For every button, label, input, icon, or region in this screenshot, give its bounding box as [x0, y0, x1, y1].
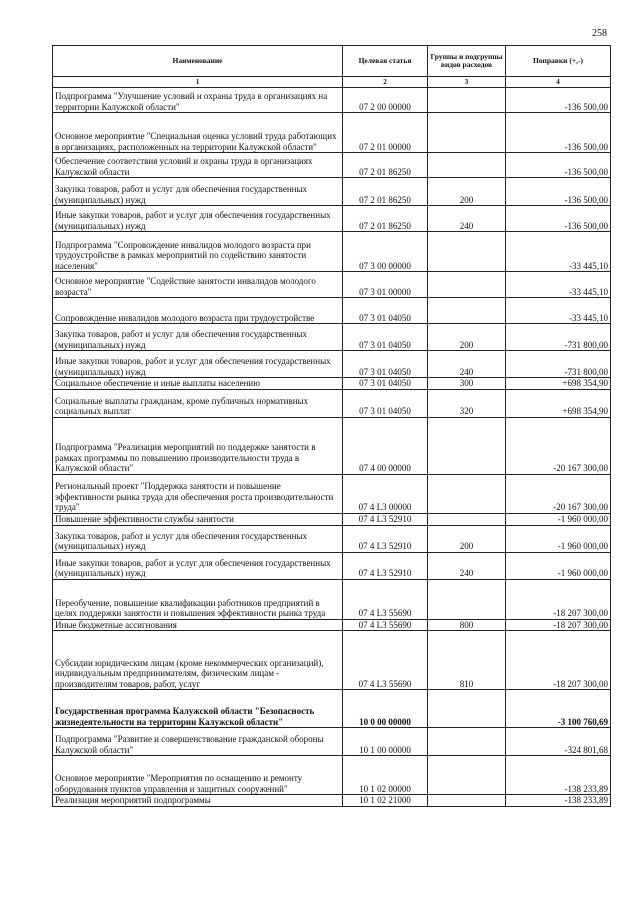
row-article-code: 07 3 01 04050 [343, 324, 428, 351]
table-row [53, 728, 611, 756]
row-name: Иные закупки товаров, работ и услуг для обеспечения государственных (муниципальных) нужд [53, 351, 343, 378]
row-article-code: 07 2 01 86250 [343, 178, 428, 206]
row-article-code: 07 2 01 86250 [343, 153, 428, 178]
row-article-code: 07 4 L3 52910 [343, 513, 428, 525]
row-article-code: 07 3 01 04050 [343, 389, 428, 417]
table-row [53, 153, 611, 178]
row-amount: -18 207 300,00 [506, 579, 611, 619]
table-row [53, 272, 611, 298]
row-expense-group: 200 [428, 324, 506, 351]
table-row [53, 690, 611, 728]
row-name: Повышение эффективности службы занятости [53, 513, 343, 525]
column-number: 3 [428, 77, 506, 88]
row-amount: -731 800,00 [506, 351, 611, 378]
table-row [53, 232, 611, 272]
row-article-code: 07 4 L3 00000 [343, 474, 428, 513]
row-amount: -1 960 000,00 [506, 513, 611, 525]
column-number: 4 [506, 77, 611, 88]
row-name: Государственная программа Калужской области "Безопасность жизнедеятельности на территории Калужской области" [53, 690, 343, 728]
row-expense-group [428, 795, 506, 807]
row-expense-group: 300 [428, 378, 506, 390]
row-expense-group [428, 474, 506, 513]
row-article-code: 07 3 01 04050 [343, 378, 428, 390]
row-name: Региональный проект "Поддержка занятости и повышение эффективности рынка труда для обеспечения роста производительности труда" [53, 474, 343, 513]
row-name: Субсидии юридическим лицам (кроме некоммерческих организаций), индивидуальным предпринимателям, физическим лицам - производителям товаров, работ, услуг [53, 631, 343, 690]
table-row [53, 206, 611, 232]
row-amount: -20 167 300,00 [506, 417, 611, 474]
row-amount: -136 500,00 [506, 178, 611, 206]
row-amount: -20 167 300,00 [506, 474, 611, 513]
row-amount: -138 233,89 [506, 756, 611, 795]
row-name: Иные закупки товаров, работ и услуг для обеспечения государственных (муниципальных) нужд [53, 206, 343, 232]
row-article-code: 07 3 01 00000 [343, 272, 428, 298]
row-expense-group [428, 417, 506, 474]
row-name: Подпрограмма "Реализация мероприятий по поддержке занятости в рамках программы по повышению производительности труда в Калужской области" [53, 417, 343, 474]
row-name: Переобучение, повышение квалификации работников предприятий в целях поддержки занятости и повышения эффективности рынка труда [53, 579, 343, 619]
header-group: Группы и подгруппы видов расходов [428, 46, 506, 77]
header-name: Наименование [53, 46, 343, 77]
row-expense-group [428, 513, 506, 525]
row-amount: -324 801,68 [506, 728, 611, 756]
row-expense-group: 240 [428, 206, 506, 232]
table-row [53, 513, 611, 525]
row-expense-group: 240 [428, 351, 506, 378]
row-article-code: 10 0 00 00000 [343, 690, 428, 728]
row-article-code: 10 1 02 21000 [343, 795, 428, 807]
table-header-row [53, 46, 611, 77]
table-row [53, 417, 611, 474]
row-amount: +698 354,90 [506, 389, 611, 417]
row-expense-group [428, 728, 506, 756]
row-amount: -136 500,00 [506, 88, 611, 113]
row-name: Обеспечение соответствия условий и охраны труда в организациях Калужской области [53, 153, 343, 178]
row-article-code: 07 2 00 00000 [343, 88, 428, 113]
row-name: Основное мероприятие "Мероприятия по оснащению и ремонту оборудования пунктов управления и защитных сооружений" [53, 756, 343, 795]
row-article-code: 07 3 01 04050 [343, 351, 428, 378]
row-name: Закупка товаров, работ и услуг для обеспечения государственных (муниципальных) нужд [53, 525, 343, 552]
table-row [53, 378, 611, 390]
row-name: Социальные выплаты гражданам, кроме публичных нормативных социальных выплат [53, 389, 343, 417]
row-expense-group: 240 [428, 552, 506, 579]
row-name: Закупка товаров, работ и услуг для обеспечения государственных (муниципальных) нужд [53, 178, 343, 206]
row-expense-group [428, 232, 506, 272]
header-article: Целевая статья [343, 46, 428, 77]
table-row [53, 88, 611, 113]
row-article-code: 07 2 01 86250 [343, 206, 428, 232]
table-row [53, 619, 611, 631]
row-article-code: 07 4 L3 55690 [343, 631, 428, 690]
row-name: Основное мероприятие "Специальная оценка условий труда работающих в организациях, расположенных на территории Калужской области" [53, 113, 343, 153]
table-row [53, 298, 611, 324]
row-article-code: 07 4 L3 52910 [343, 552, 428, 579]
budget-amendments-table [52, 45, 611, 807]
row-amount: -18 207 300,00 [506, 631, 611, 690]
row-article-code: 07 4 L3 55690 [343, 619, 428, 631]
table-row [53, 631, 611, 690]
row-article-code: 07 4 L3 52910 [343, 525, 428, 552]
row-amount: -138 233,89 [506, 795, 611, 807]
table-row [53, 389, 611, 417]
row-amount: -18 207 300,00 [506, 619, 611, 631]
row-expense-group: 800 [428, 619, 506, 631]
row-amount: -33 445,10 [506, 298, 611, 324]
row-name: Иные бюджетные ассигнования [53, 619, 343, 631]
row-article-code: 07 3 00 00000 [343, 232, 428, 272]
row-name: Основное мероприятие "Содействие занятости инвалидов молодого возраста" [53, 272, 343, 298]
column-number: 2 [343, 77, 428, 88]
row-name: Иные закупки товаров, работ и услуг для обеспечения государственных (муниципальных) нужд [53, 552, 343, 579]
row-name: Реализация мероприятий подпрограммы [53, 795, 343, 807]
row-amount: -3 100 760,69 [506, 690, 611, 728]
table-row [53, 113, 611, 153]
row-amount: -33 445,10 [506, 272, 611, 298]
row-name: Подпрограмма "Сопровождение инвалидов молодого возраста при трудоустройстве в рамках мероприятий по содействию занятости населения" [53, 232, 343, 272]
table-row [53, 552, 611, 579]
row-expense-group: 320 [428, 389, 506, 417]
table-row [53, 756, 611, 795]
table-body [53, 88, 611, 807]
row-article-code: 07 4 00 00000 [343, 417, 428, 474]
row-amount: -136 500,00 [506, 206, 611, 232]
row-amount: -731 800,00 [506, 324, 611, 351]
table-row [53, 178, 611, 206]
row-name: Социальное обеспечение и иные выплаты населению [53, 378, 343, 390]
row-article-code: 07 2 01 00000 [343, 113, 428, 153]
table-row [53, 474, 611, 513]
row-expense-group [428, 113, 506, 153]
row-name: Сопровождение инвалидов молодого возраста при трудоустройстве [53, 298, 343, 324]
row-article-code: 07 4 L3 55690 [343, 579, 428, 619]
row-article-code: 07 3 01 04050 [343, 298, 428, 324]
row-expense-group [428, 153, 506, 178]
row-amount: -1 960 000,00 [506, 525, 611, 552]
header-amount: Поправки (+,-) [506, 46, 611, 77]
row-name: Закупка товаров, работ и услуг для обеспечения государственных (муниципальных) нужд [53, 324, 343, 351]
row-expense-group: 200 [428, 525, 506, 552]
row-expense-group: 200 [428, 178, 506, 206]
row-expense-group [428, 690, 506, 728]
row-name: Подпрограмма "Улучшение условий и охраны труда в организациях на территории Калужской области" [53, 88, 343, 113]
table-row [53, 795, 611, 807]
page-number: 258 [592, 28, 607, 39]
row-expense-group [428, 272, 506, 298]
row-amount: -33 445,10 [506, 232, 611, 272]
table-row [53, 351, 611, 378]
row-expense-group: 810 [428, 631, 506, 690]
row-expense-group [428, 756, 506, 795]
table-row [53, 324, 611, 351]
row-amount: +698 354,90 [506, 378, 611, 390]
row-amount: -136 500,00 [506, 113, 611, 153]
column-number-row [53, 77, 611, 88]
row-name: Подпрограмма "Развитие и совершенствование гражданской обороны Калужской области" [53, 728, 343, 756]
row-expense-group [428, 298, 506, 324]
row-expense-group [428, 88, 506, 113]
table-row [53, 579, 611, 619]
row-article-code: 10 1 00 00000 [343, 728, 428, 756]
row-amount: -1 960 000,00 [506, 552, 611, 579]
table-row [53, 525, 611, 552]
column-number: 1 [53, 77, 343, 88]
row-expense-group [428, 579, 506, 619]
row-amount: -136 500,00 [506, 153, 611, 178]
row-article-code: 10 1 02 00000 [343, 756, 428, 795]
